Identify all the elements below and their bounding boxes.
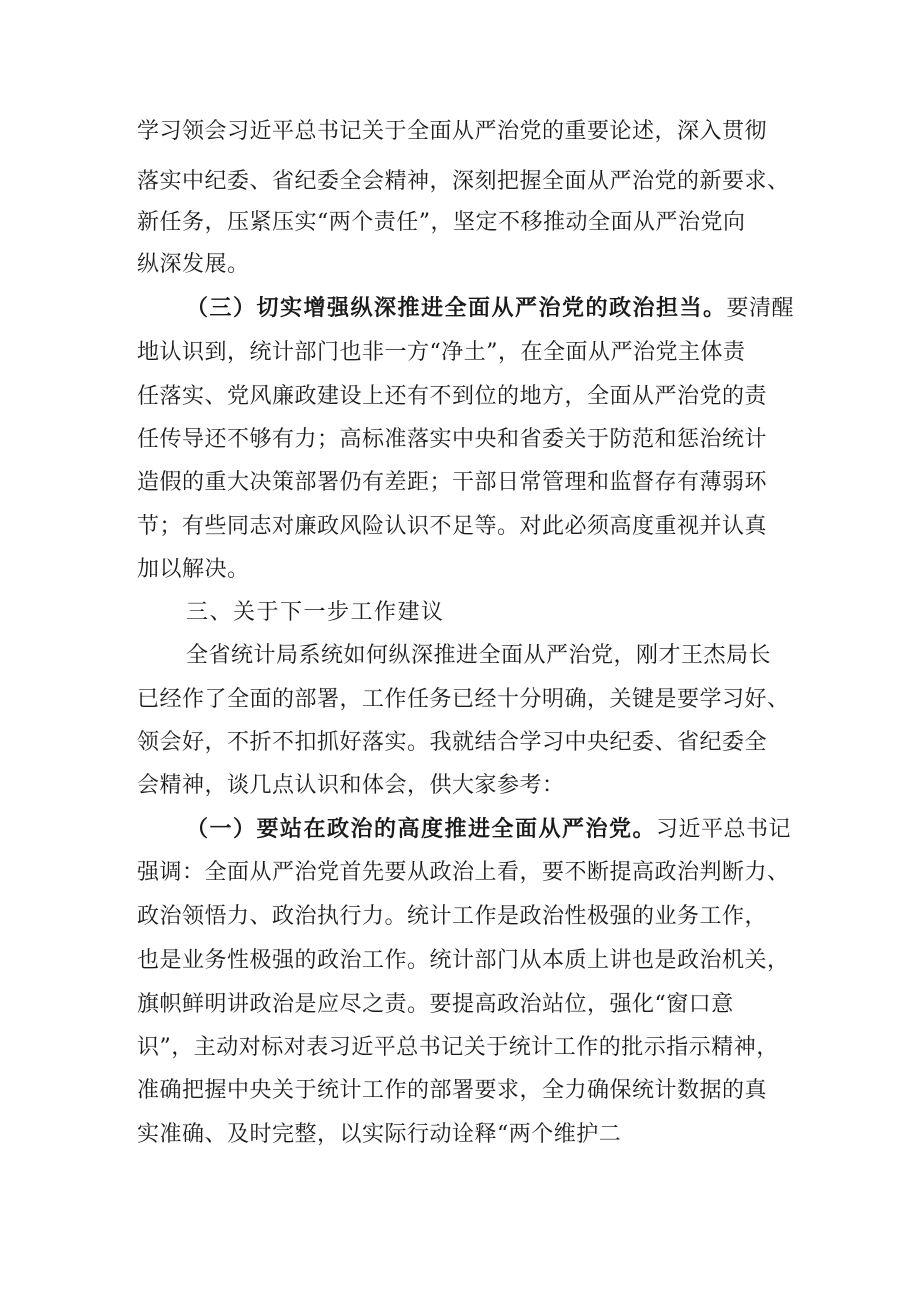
paragraph-line-6: [137, 338, 746, 368]
line-text: 习近平总书记: [656, 817, 792, 842]
line-text: 识”，主动对标对表习近平总书记关于统计工作的批示指示精神，: [137, 1035, 779, 1060]
section-heading: [186, 598, 445, 628]
paragraph-line-23: [137, 1076, 767, 1106]
line-text: 实准确、及时完整，以实际行动诠释“两个维护二: [137, 1122, 622, 1147]
paragraph-line-4: [137, 250, 250, 280]
line-text: 准确把握中央关于统计工作的部署要求，全力确保统计数据的真: [137, 1078, 768, 1103]
line-text: 落实中纪委、省纪委全会精神，深刻把握全面从严治党的新要求、: [137, 169, 790, 194]
line-text: 纵深发展。: [137, 252, 250, 277]
line-text: 旗帜鲜明讲政治是应尽之责。要提高政治站位，强化“窗口意: [137, 992, 734, 1017]
paragraph-line-14: [137, 685, 790, 715]
paragraph-line-22: [137, 1033, 779, 1063]
bold-subheading: （一）要站在政治的高度推进全面从严治党。: [186, 817, 657, 842]
line-text: 会精神，谈几点认识和体会，供大家参考：: [137, 773, 565, 798]
line-text: 强调：全面从严治党首先要从政治上看，要不断提高政治判断力、: [137, 860, 790, 885]
paragraph-line-13: [186, 641, 771, 671]
line-text: 任落实、党风廉政建设上还有不到位的地方，全面从严治党的责: [137, 384, 768, 409]
subsection-one-heading-line: [186, 815, 791, 845]
line-text: 已经作了全面的部署，工作任务已经十分明确，关键是要学习好、: [137, 687, 790, 712]
line-text: 造假的重大决策部署仍有差距；干部日常管理和监督存有薄弱环: [137, 470, 768, 495]
line-text: 加以解决。: [137, 557, 250, 582]
section-heading-text: 三、关于下一步工作建议: [186, 600, 445, 625]
line-text: 任传导还不够有力；高标准落实中央和省委关于防范和惩治统计: [137, 427, 768, 452]
paragraph-line-1: [137, 117, 767, 147]
bold-subheading: （三）切实增强纵深推进全面从严治党的政治担当。: [186, 296, 727, 321]
line-text: 学习领会习近平总书记关于全面从严治党的重要论述，深入贯彻: [137, 119, 768, 144]
paragraph-line-2: [137, 167, 790, 197]
section-three-heading-line: [186, 294, 794, 324]
line-text: 要清醒: [726, 296, 795, 321]
paragraph-line-20: [137, 946, 790, 976]
line-text: 也是业务性极强的政治工作。统计部门从本质上讲也是政治机关，: [137, 948, 790, 973]
paragraph-line-16: [137, 771, 565, 801]
paragraph-line-18: [137, 858, 790, 888]
paragraph-line-8: [137, 425, 767, 455]
paragraph-line-9: [137, 468, 767, 498]
paragraph-line-19: [137, 902, 767, 932]
paragraph-line-3: [137, 208, 746, 238]
line-text: 领会好，不折不扣抓好落实。我就结合学习中央纪委、省纪委全: [137, 730, 768, 755]
paragraph-line-7: [137, 382, 767, 412]
paragraph-line-15: [137, 728, 767, 758]
paragraph-line-11: [137, 555, 250, 585]
line-text: 政治领悟力、政治执行力。统计工作是政治性极强的业务工作，: [137, 904, 768, 929]
paragraph-line-24: [137, 1120, 621, 1150]
line-text: 节；有些同志对廉政风险认识不足等。对此必须高度重视并认真: [137, 514, 768, 539]
line-text: 地认识到，统计部门也非一方“净土”，在全面从严治党主体责: [137, 340, 746, 365]
line-text: 新任务，压紧压实“两个责任”，坚定不移推动全面从严治党向: [137, 210, 746, 235]
line-text: 全省统计局系统如何纵深推进全面从严治党，刚才王杰局长: [186, 643, 772, 668]
paragraph-line-21: [137, 990, 734, 1020]
paragraph-line-10: [137, 512, 767, 542]
